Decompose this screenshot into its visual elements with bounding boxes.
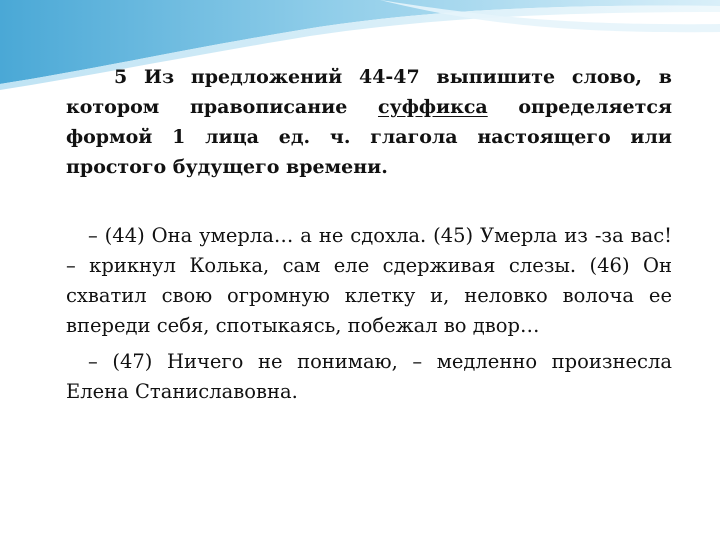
content-area: [66, 62, 672, 407]
task-underlined-word: суффикса: [378, 96, 488, 118]
task-text: [66, 62, 672, 182]
task-number: 5: [114, 66, 128, 88]
passage-paragraph-2: – (47) Ничего не понимаю, – медленно произнесла Елена Станиславовна.: [66, 350, 672, 403]
task-text-after: определяется формой 1 лица ед. ч. глагола настоящего или простого будущего времени.: [66, 96, 672, 178]
passage-paragraph-1: – (44) Она умерла… а не сдохла. (45) Умерла из -за вас! – крикнул Колька, сам еле сдерживая слезы. (46) Он схватил свою огромную клетку и, неловко волоча ее впереди себя, спотыкаясь, побежал во двор…: [66, 224, 672, 337]
task-text-before: Из предложений 44-47 выпишите слово, в котором правописание: [66, 66, 672, 118]
